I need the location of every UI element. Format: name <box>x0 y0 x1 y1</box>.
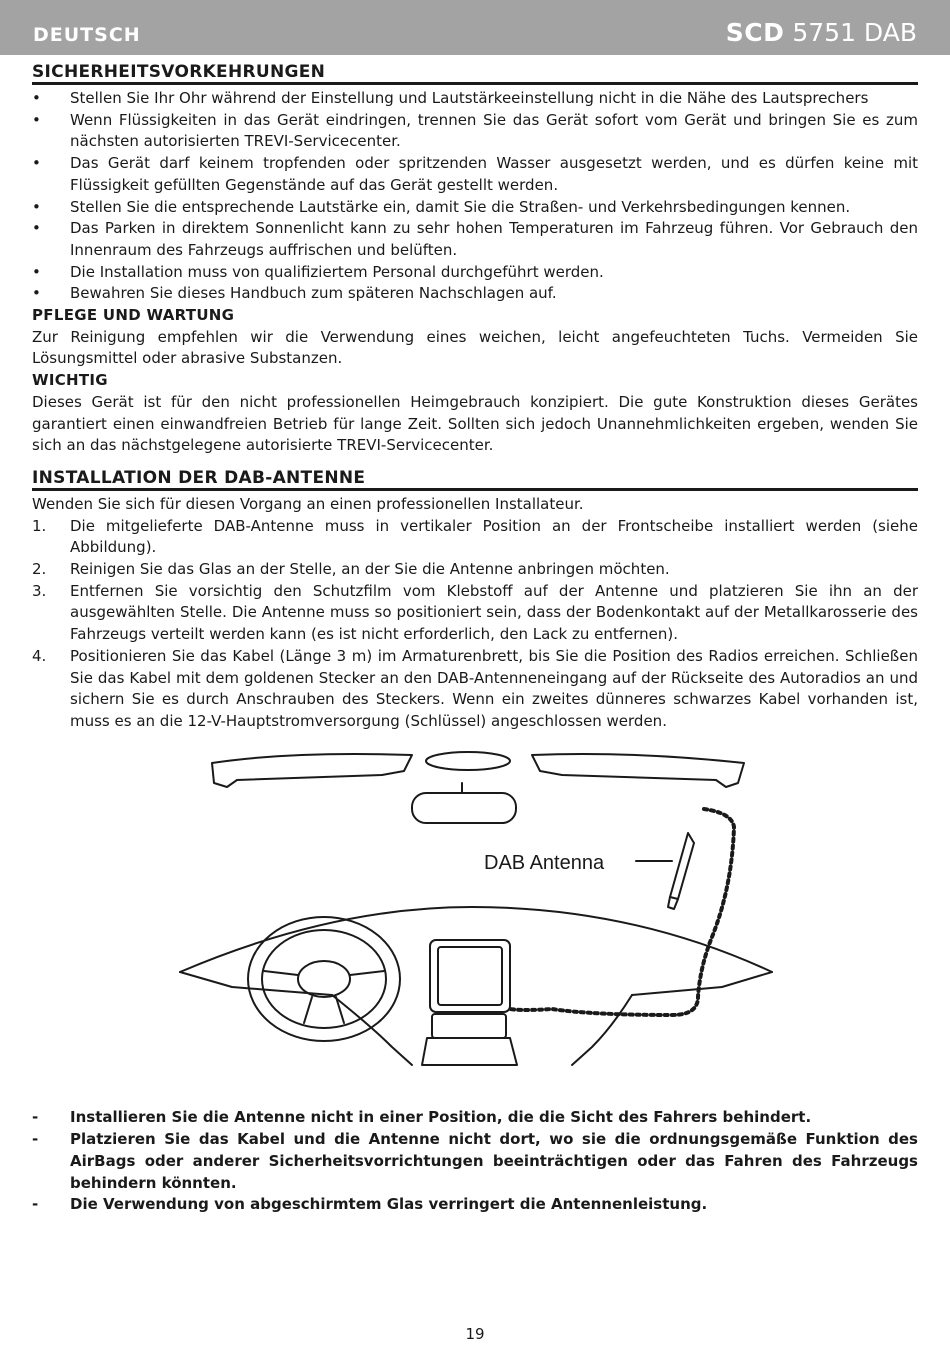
bullet-marker: • <box>32 197 41 216</box>
care-heading: PFLEGE UND WARTUNG <box>32 306 235 325</box>
installation-intro: Wenden Sie sich für diesen Vorgang an einen professionellen Installateur. <box>32 494 584 513</box>
warning-marker: - <box>32 1130 39 1149</box>
safety-list <box>32 88 918 305</box>
installation-steps <box>32 516 918 733</box>
installation-step <box>32 559 918 581</box>
step-text: Entfernen Sie vorsichtig den Schutzfilm vom Klebstoff auf der Antenne und platzieren Sie ihn an der ausgewählten Stelle. Die Antenne muss so positioniert sein, dass der Bodenkontakt auf der Metallkarosserie des Fahrzeugs verteilt werden kann (es ist nicht erforderlich, den Lack zu entfernen). <box>70 581 918 644</box>
warning-marker: - <box>32 1108 39 1127</box>
safety-item-text: Stellen Sie Ihr Ohr während der Einstellung und Lautstärkeeinstellung nicht in die Nähe des Lautsprechers <box>70 89 869 107</box>
right-sun-visor <box>532 754 744 787</box>
safety-item-text: Bewahren Sie dieses Handbuch zum späteren Nachschlagen auf. <box>70 284 557 303</box>
safety-item <box>32 110 918 153</box>
bullet-marker: • <box>32 89 41 107</box>
step-number: 1. <box>32 516 47 535</box>
safety-item <box>32 262 918 284</box>
warnings-list <box>32 1107 918 1216</box>
model-title <box>726 18 917 47</box>
cable-route <box>510 809 734 1015</box>
bullet-marker: • <box>32 284 41 303</box>
step-number: 3. <box>32 581 47 600</box>
step-text: Die mitgelieferte DAB-Antenne muss in vertikaler Position an der Frontscheibe installiert werden (siehe Abbildung). <box>70 516 918 557</box>
step-text: Positionieren Sie das Kabel (Länge 3 m) im Armaturenbrett, bis Sie die Position des Radios erreichen. Schließen Sie das Kabel mit dem goldenen Stecker an den DAB-Antenneneingang auf der Rückseite des Autoradios an und sichern Sie es durch Anschrauben des Steckers. Wenn ein zweites dünneres schwarzes Kabel vorhanden ist, muss es an die 12-V-Hauptstromversorgung (Schlüssel) angeschlossen werden. <box>70 646 918 730</box>
warning-text: Platzieren Sie das Kabel und die Antenne nicht dort, wo sie die ordnungsgemäße Funktion des AirBags oder anderer Sicherheitsvorrichtungen beeinträchtigen oder das Fahren des Fahrzeugs behindern könnten. <box>70 1130 918 1192</box>
page-number: 19 <box>465 1325 485 1343</box>
safety-item <box>32 88 918 110</box>
safety-item-text: Die Installation muss von qualifiziertem Personal durchgeführt werden. <box>70 262 604 281</box>
steering-wheel <box>248 917 400 1041</box>
bullet-marker: • <box>32 219 41 238</box>
step-number: 4. <box>32 646 47 665</box>
care-text: Zur Reinigung empfehlen wir die Verwendung eines weichen, leicht angefeuchteten Tuchs. Vermeiden Sie Lösungsmittel oder abrasive Substanzen. <box>32 327 918 368</box>
model-brand: SCD <box>725 18 785 47</box>
safety-item <box>32 283 918 305</box>
model-name: 5751 DAB <box>792 18 917 47</box>
bullet-marker: • <box>32 154 41 173</box>
rearview-mirror <box>412 783 516 823</box>
installation-step <box>32 581 918 646</box>
warning-item <box>32 1129 918 1194</box>
safety-item <box>32 197 918 219</box>
installation-step <box>32 646 918 733</box>
warning-item <box>32 1194 918 1216</box>
antenna-icon <box>668 833 694 909</box>
safety-item-text: Das Gerät darf keinem tropfenden oder spritzenden Wasser ausgesetzt werden, und es dürfen keine mit Flüssigkeit gefüllten Gegenstände auf das Gerät gestellt werden. <box>70 154 918 194</box>
safety-item-text: Wenn Flüssigkeiten in das Gerät eindringen, trennen Sie das Gerät sofort vom Gerät und bringen Sie es zum nächsten autorisierten TREVI-Servicecenter. <box>70 110 918 151</box>
warning-text: Installieren Sie die Antenne nicht in einer Position, die die Sicht des Fahrers behindert. <box>70 1108 812 1127</box>
page-header <box>0 0 950 55</box>
installation-step <box>32 516 918 559</box>
bullet-marker: • <box>32 262 41 281</box>
bullet-marker: • <box>32 110 41 129</box>
safety-item-text: Stellen Sie die entsprechende Lautstärke ein, damit Sie die Straßen- und Verkehrsbedingungen kennen. <box>70 197 851 216</box>
safety-item <box>32 218 918 261</box>
warning-marker: - <box>32 1195 39 1214</box>
installation-heading: INSTALLATION DER DAB-ANTENNE <box>32 468 918 491</box>
language-label: DEUTSCH <box>33 24 141 46</box>
warning-text: Die Verwendung von abgeschirmtem Glas verringert die Antennenleistung. <box>70 1195 708 1214</box>
safety-item-text: Das Parken in direktem Sonnenlicht kann zu sehr hohen Temperaturen im Fahrzeug führen. Vor Gebrauch den Innenraum des Fahrzeugs auffrischen und belüften. <box>70 219 918 259</box>
center-console <box>422 940 517 1065</box>
page-content <box>32 62 918 1216</box>
antenna-label: DAB Antenna <box>484 851 605 874</box>
dome-light <box>426 752 510 770</box>
left-sun-visor <box>212 754 412 787</box>
safety-heading: SICHERHEITSVORKEHRUNGEN <box>32 62 918 85</box>
section-spacer <box>32 457 918 468</box>
safety-item <box>32 153 918 196</box>
step-number: 2. <box>32 560 47 579</box>
antenna-installation-illustration <box>32 747 918 1087</box>
step-text: Reinigen Sie das Glas an der Stelle, an der Sie die Antenne anbringen möchten. <box>70 560 670 579</box>
warning-item <box>32 1107 918 1129</box>
important-text: Dieses Gerät ist für den nicht professionellen Heimgebrauch konzipiert. Die gute Konstruktion dieses Gerätes garantiert einen einwandfreien Betrieb für lange Zeit. Sollten sich jedoch Unannehmlichkeiten ergeben, wenden Sie sich an das nächstgelegene autorisierte TREVI-Servicecenter. <box>32 392 918 455</box>
important-heading: WICHTIG <box>32 371 108 390</box>
